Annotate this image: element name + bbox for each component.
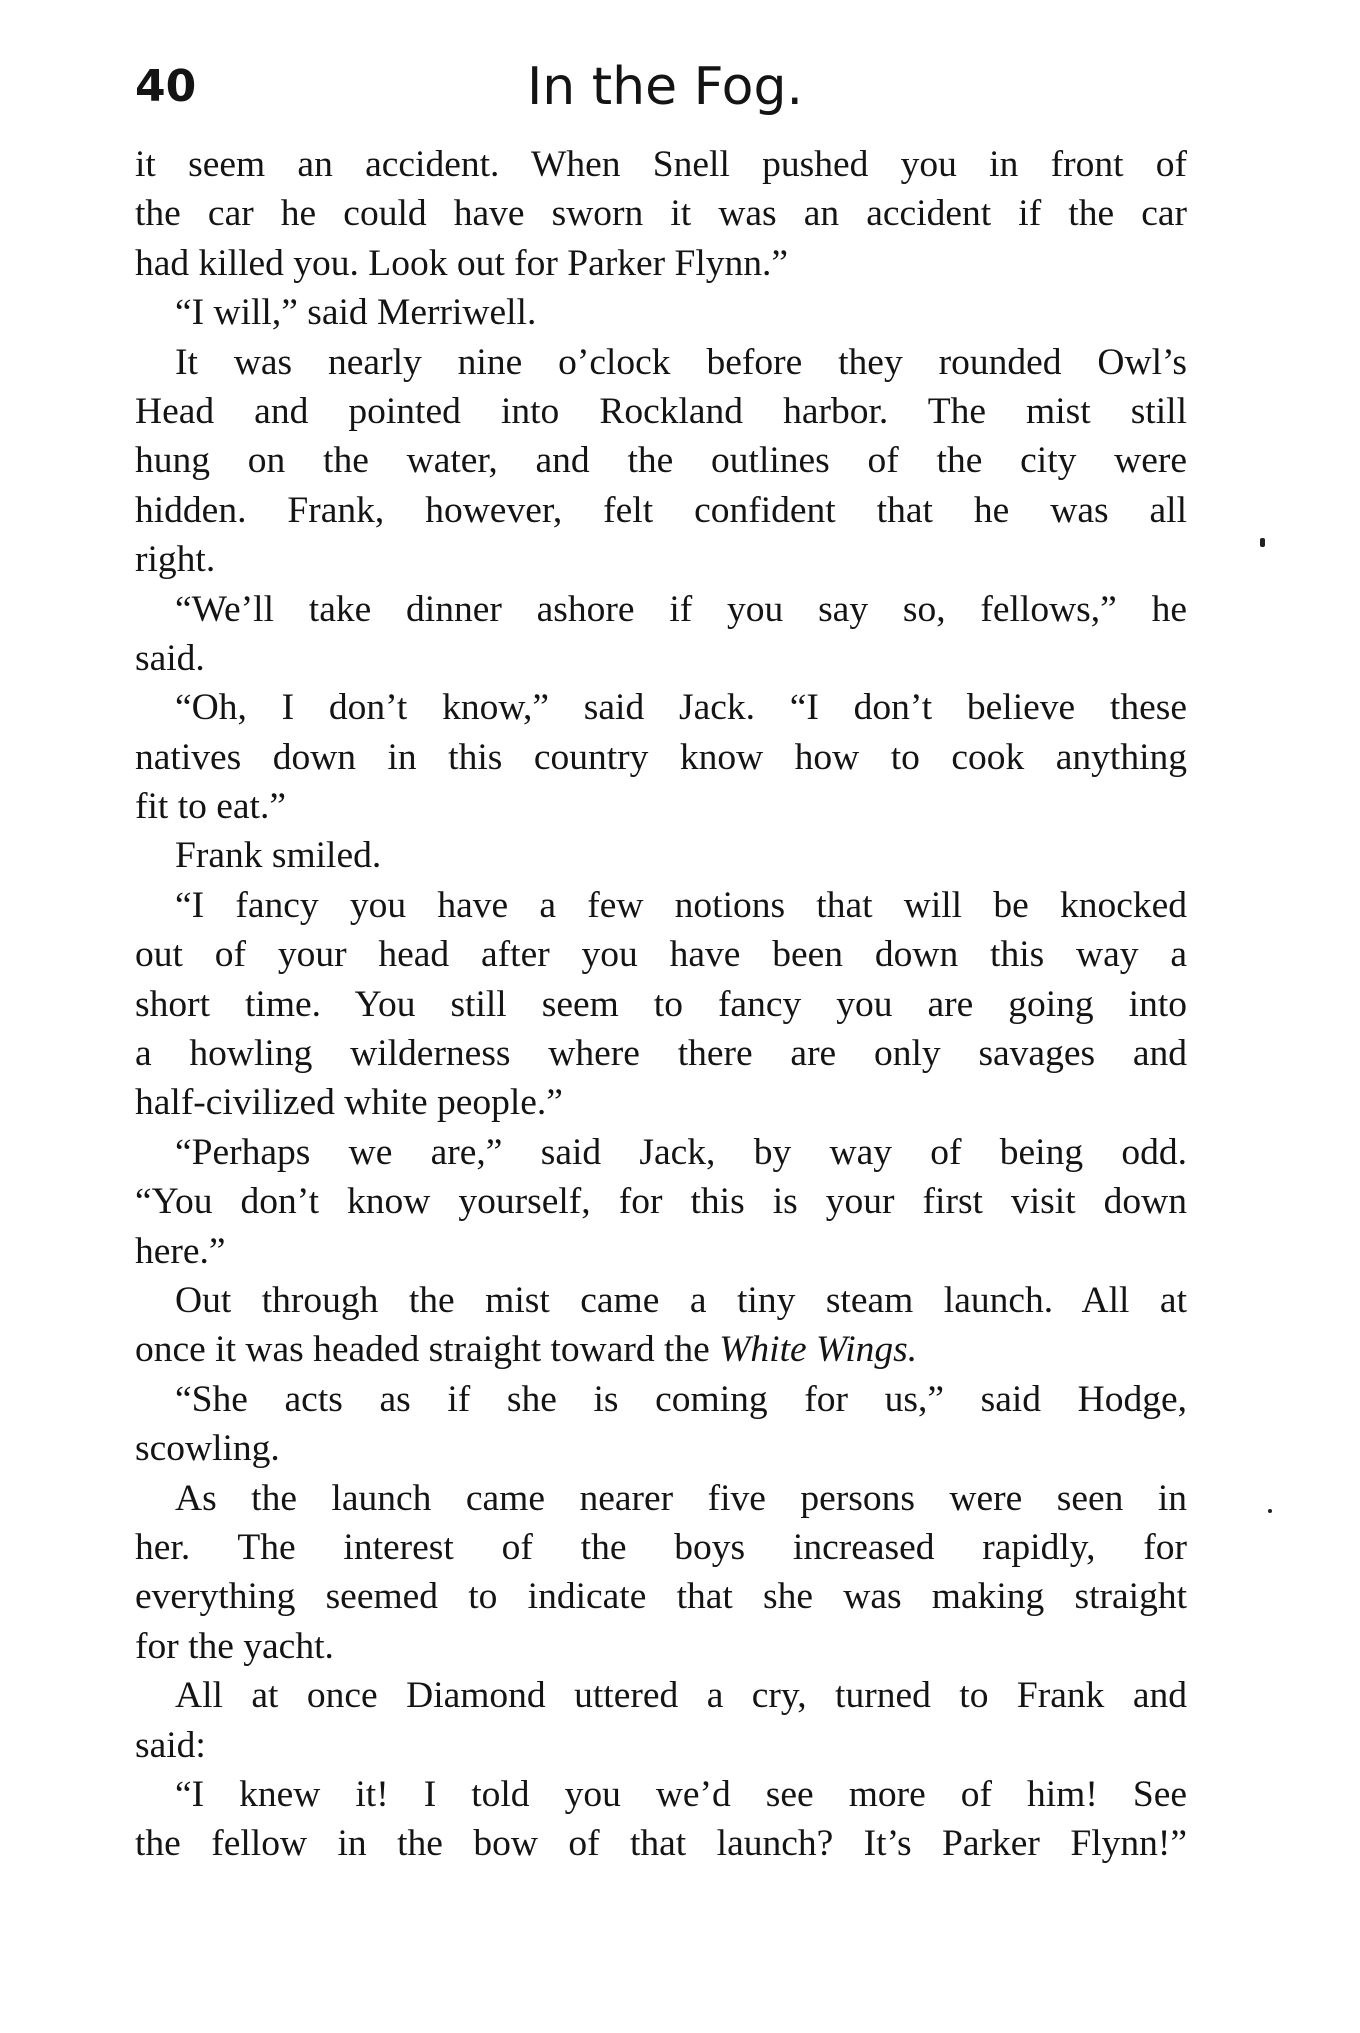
text-line: Out through the mist came a tiny steam launch. All at [175,1279,1187,1321]
text-line: “She acts as if she is coming for us,” said Hodge, [175,1378,1187,1420]
text-line: a howling wilderness where there are only savages and [135,1033,1187,1075]
text-line: hidden. Frank, however, felt confident that he was all [135,489,1187,531]
italic-ship-name: White Wings. [719,1329,918,1371]
text-line: had killed you. Look out for Parker Flynn.” [135,242,789,284]
text-line: As the launch came nearer five persons were seen in [175,1477,1187,1519]
text-line: the fellow in the bow of that launch? It’s Parker Flynn!” [135,1823,1187,1865]
text-line: “Oh, I don’t know,” said Jack. “I don’t believe these [175,687,1187,729]
text-line: “You don’t know yourself, for this is your first visit down [135,1181,1187,1223]
text-line: “We’ll take dinner ashore if you say so, fellows,” he [175,588,1187,630]
text-line: scowling. [135,1428,280,1470]
text-line: everything seemed to indicate that she was making straight [135,1576,1187,1618]
ink-speck [1268,1509,1272,1513]
text-line: here.” [135,1230,226,1272]
text-line: Head and pointed into Rockland harbor. The mist still [135,390,1187,432]
text-line: said: [135,1724,206,1766]
text-line: said. [135,637,205,679]
text-line: it seem an accident. When Snell pushed you in front of [135,144,1187,185]
text-line: All at once Diamond uttered a cry, turned to Frank and [175,1675,1187,1717]
text-line: “I knew it! I told you we’d see more of him! See [175,1773,1187,1815]
text-line: It was nearly nine o’clock before they rounded Owl’s [175,341,1187,383]
text-line: for the yacht. [135,1625,334,1667]
text-line: “Perhaps we are,” said Jack, by way of being odd. [175,1131,1187,1173]
text-line: half-civilized white people.” [135,1082,563,1124]
text-line: out of your head after you have been down this way a [135,934,1187,976]
text-line: natives down in this country know how to cook anything [135,736,1187,778]
text-line: the car he could have sworn it was an accident if the car [135,193,1187,235]
text-line: hung on the water, and the outlines of the city were [135,440,1187,482]
ink-speck [1260,538,1265,547]
page-header [135,52,1195,122]
text-line: fit to eat.” [135,786,286,828]
text-line: Frank smiled. [175,835,382,877]
text-line: “I fancy you have a few notions that will be knocked [175,884,1187,926]
text-line: her. The interest of the boys increased rapidly, for [135,1526,1187,1568]
text-line: “I will,” said Merriwell. [175,292,537,334]
page-number: 40 [135,61,197,112]
text-line: short time. You still seem to fancy you are going into [135,983,1187,1025]
text-line: right. [135,539,216,581]
running-title: In the Fog. [526,57,804,117]
body-text [135,140,1187,1869]
text-line: once it was headed straight toward the White Wings. [135,1329,918,1371]
